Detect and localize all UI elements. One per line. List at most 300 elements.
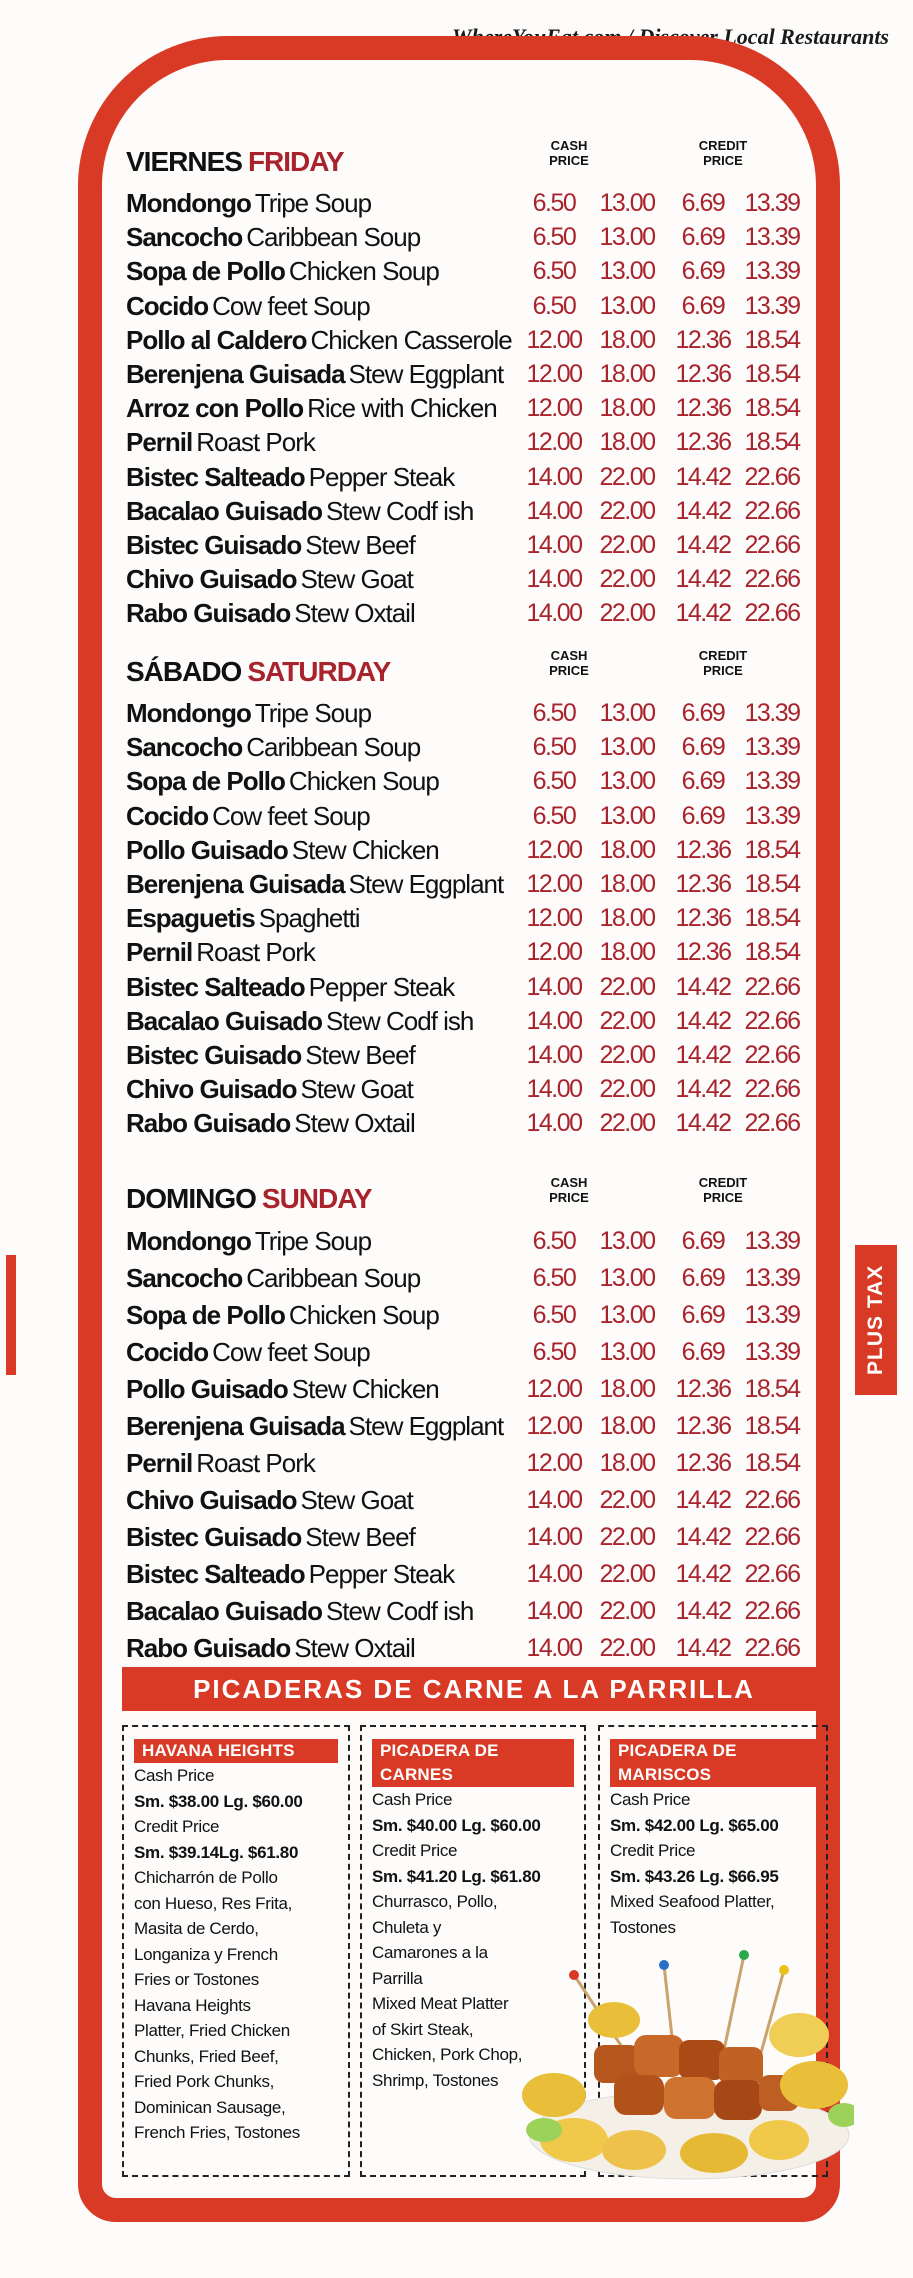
cash-large-price: 18.00 xyxy=(599,394,655,423)
item-name-es: Pernil xyxy=(126,427,193,458)
item-name-en: Caribbean Soup xyxy=(246,732,421,763)
credit-large-price: 13.39 xyxy=(744,733,800,762)
section-friday xyxy=(126,138,816,630)
credit-large-price: 13.39 xyxy=(744,257,800,286)
item-name-es: Sancocho xyxy=(126,222,243,253)
cash-prices: Sm. $40.00 Lg. $60.00 xyxy=(372,1815,541,1835)
credit-small-price: 14.42 xyxy=(675,462,731,491)
section-header xyxy=(126,1175,816,1223)
cash-large-price: 18.00 xyxy=(599,904,655,933)
cash-large-price: 22.00 xyxy=(599,565,655,594)
cash-small-price: 6.50 xyxy=(532,1264,576,1292)
item-name-en: Stew Beef xyxy=(305,529,415,560)
cash-large-price: 13.00 xyxy=(599,223,655,252)
cash-large-price: 22.00 xyxy=(599,462,655,491)
credit-small-price: 6.69 xyxy=(681,1264,725,1292)
menu-item-row xyxy=(126,1371,816,1408)
cash-large-price: 18.00 xyxy=(599,325,655,354)
item-name-es: Cocido xyxy=(126,800,209,831)
cash-small-price: 14.00 xyxy=(526,1523,582,1551)
cash-large-price: 18.00 xyxy=(599,835,655,864)
fried-meat-icon xyxy=(594,2035,799,2120)
item-name-en: Rice with Chicken xyxy=(307,393,497,424)
cash-prices: Sm. $38.00 Lg. $60.00 xyxy=(134,1791,303,1811)
item-name-es: Rabo Guisado xyxy=(126,1633,291,1663)
credit-small-price: 6.69 xyxy=(681,1338,725,1366)
cash-small-price: 6.50 xyxy=(532,257,576,286)
day-es: SÁBADO xyxy=(126,656,242,687)
cash-small-price: 14.00 xyxy=(526,1075,582,1104)
menu-item-row xyxy=(126,833,816,867)
day-en: SUNDAY xyxy=(261,1183,372,1214)
cash-small-price: 6.50 xyxy=(532,801,576,830)
credit-large-price: 22.66 xyxy=(744,496,800,525)
item-name-es: Bistec Salteado xyxy=(126,1559,305,1589)
item-name-en: Stew Beef xyxy=(305,1039,415,1070)
credit-small-price: 14.42 xyxy=(675,565,731,594)
menu-item-row xyxy=(126,494,816,528)
credit-small-price: 14.42 xyxy=(675,1109,731,1138)
cash-price-header: CASH PRICE xyxy=(549,1175,589,1205)
item-name-es: Berenjena Guisada xyxy=(126,868,345,899)
menu-item-row xyxy=(126,696,816,730)
cash-large-price: 22.00 xyxy=(599,530,655,559)
cash-small-price: 14.00 xyxy=(526,462,582,491)
menu-item-row xyxy=(126,323,816,357)
item-name-en: Chicken Soup xyxy=(288,766,439,797)
platter-description: Chicharrón de Pollo con Hueso, Res Frita, Masita de Cerdo, Longaniza y French Fries or Tostones Havana Heights Platter, Fried Chicken Chunks, Fried Beef, Fried Pork Chunks, Dominican Sausage, French Fries, Tostones xyxy=(134,1868,300,2142)
credit-small-price: 12.36 xyxy=(675,938,731,967)
item-name-en: Stew Eggplant xyxy=(348,868,504,899)
menu-item-row xyxy=(126,1445,816,1482)
credit-small-price: 12.36 xyxy=(675,394,731,423)
item-name-es: Cocido xyxy=(126,290,209,321)
item-name-es: Bistec Guisado xyxy=(126,1522,302,1552)
menu-item-row xyxy=(126,186,816,220)
credit-small-price: 12.36 xyxy=(675,1449,731,1477)
item-name-en: Pepper Steak xyxy=(308,461,455,492)
cash-small-price: 14.00 xyxy=(526,530,582,559)
credit-price-header: CREDIT PRICE xyxy=(698,648,748,678)
item-name-en: Pepper Steak xyxy=(308,971,455,1002)
item-name-es: Pollo Guisado xyxy=(126,1374,288,1404)
cash-large-price: 13.00 xyxy=(599,699,655,727)
credit-large-price: 22.66 xyxy=(744,530,800,559)
credit-large-price: 13.39 xyxy=(744,223,800,252)
item-name-es: Rabo Guisado xyxy=(126,1108,291,1139)
item-name-en: Pepper Steak xyxy=(308,1559,455,1589)
cash-label: Cash Price xyxy=(610,1790,691,1809)
cash-large-price: 13.00 xyxy=(599,1264,655,1292)
item-name-es: Bacalao Guisado xyxy=(126,1005,322,1036)
menu-item-row xyxy=(126,528,816,562)
cash-small-price: 14.00 xyxy=(526,972,582,1001)
credit-small-price: 6.69 xyxy=(681,223,725,252)
menu-item-row xyxy=(126,1223,816,1260)
item-name-en: Stew Beef xyxy=(305,1522,415,1552)
item-name-en: Cow feet Soup xyxy=(212,290,370,321)
credit-large-price: 22.66 xyxy=(744,1560,800,1588)
item-name-es: Chivo Guisado xyxy=(126,1485,297,1515)
item-name-en: Stew Codf ish xyxy=(325,1005,474,1036)
credit-large-price: 22.66 xyxy=(744,1040,800,1069)
credit-small-price: 14.42 xyxy=(675,1006,731,1035)
cash-large-price: 13.00 xyxy=(599,733,655,762)
credit-large-price: 18.54 xyxy=(744,428,800,457)
credit-large-price: 18.54 xyxy=(744,359,800,388)
section-header xyxy=(126,648,816,696)
credit-small-price: 6.69 xyxy=(681,291,725,320)
item-name-es: Sancocho xyxy=(126,732,243,763)
menu-item-row xyxy=(126,562,816,596)
cash-small-price: 12.00 xyxy=(526,904,582,933)
cash-large-price: 13.00 xyxy=(599,767,655,796)
cash-small-price: 14.00 xyxy=(526,1486,582,1514)
cash-small-price: 12.00 xyxy=(526,1412,582,1440)
cash-large-price: 18.00 xyxy=(599,1449,655,1477)
menu-item-row xyxy=(126,970,816,1004)
item-name-en: Cow feet Soup xyxy=(212,800,370,831)
credit-small-price: 14.42 xyxy=(675,1486,731,1514)
day-es: VIERNES xyxy=(126,146,242,177)
menu-item-row xyxy=(126,220,816,254)
credit-large-price: 13.39 xyxy=(744,1338,800,1366)
menu-item-row xyxy=(126,1408,816,1445)
menu-item-row xyxy=(126,596,816,630)
menu-item-row xyxy=(126,799,816,833)
platter-title: HAVANA HEIGHTS xyxy=(134,1739,338,1763)
credit-prices: Sm. $39.14Lg. $61.80 xyxy=(134,1842,299,1862)
cash-large-price: 13.00 xyxy=(599,801,655,830)
credit-prices: Sm. $43.26 Lg. $66.95 xyxy=(610,1866,779,1886)
item-name-es: Rabo Guisado xyxy=(126,598,291,629)
cash-large-price: 22.00 xyxy=(599,972,655,1001)
menu-item-row xyxy=(126,1297,816,1334)
day-en: SATURDAY xyxy=(247,656,391,687)
item-name-es: Bistec Guisado xyxy=(126,529,302,560)
menu-item-row xyxy=(126,1260,816,1297)
credit-large-price: 18.54 xyxy=(744,394,800,423)
menu-item-row xyxy=(126,1004,816,1038)
cash-small-price: 12.00 xyxy=(526,325,582,354)
menu-item-row xyxy=(126,730,816,764)
cash-large-price: 18.00 xyxy=(599,1412,655,1440)
credit-price-header: CREDIT PRICE xyxy=(698,138,748,168)
credit-large-price: 22.66 xyxy=(744,599,800,628)
cash-small-price: 6.50 xyxy=(532,1301,576,1329)
item-name-es: Pernil xyxy=(126,937,193,968)
menu-item-row xyxy=(126,289,816,323)
credit-large-price: 22.66 xyxy=(744,1597,800,1625)
credit-small-price: 12.36 xyxy=(675,428,731,457)
menu-item-row xyxy=(126,935,816,969)
cash-label: Cash Price xyxy=(372,1790,453,1809)
menu-item-row xyxy=(126,357,816,391)
credit-large-price: 22.66 xyxy=(744,1075,800,1104)
food-platter-image xyxy=(514,1935,854,2185)
credit-small-price: 14.42 xyxy=(675,1634,731,1662)
cash-large-price: 18.00 xyxy=(599,869,655,898)
credit-small-price: 6.69 xyxy=(681,1227,725,1255)
credit-large-price: 18.54 xyxy=(744,869,800,898)
credit-small-price: 12.36 xyxy=(675,904,731,933)
credit-small-price: 6.69 xyxy=(681,733,725,762)
credit-label: Credit Price xyxy=(372,1841,458,1860)
item-name-es: Berenjena Guisada xyxy=(126,358,345,389)
item-name-en: Stew Chicken xyxy=(291,834,439,865)
item-name-es: Mondongo xyxy=(126,698,251,728)
credit-large-price: 22.66 xyxy=(744,1523,800,1551)
item-name-en: Tripe Soup xyxy=(254,1226,372,1256)
credit-price-header: CREDIT PRICE xyxy=(698,1175,748,1205)
credit-large-price: 22.66 xyxy=(744,972,800,1001)
credit-small-price: 6.69 xyxy=(681,699,725,727)
item-name-es: Sancocho xyxy=(126,1263,243,1293)
credit-small-price: 14.42 xyxy=(675,530,731,559)
item-name-en: Stew Goat xyxy=(300,1485,413,1515)
credit-large-price: 22.66 xyxy=(744,462,800,491)
credit-small-price: 14.42 xyxy=(675,1523,731,1551)
item-name-en: Tripe Soup xyxy=(254,188,372,218)
menu-item-row xyxy=(126,901,816,935)
credit-label: Credit Price xyxy=(134,1817,220,1836)
item-name-es: Bacalao Guisado xyxy=(126,1596,322,1626)
cash-small-price: 6.50 xyxy=(532,699,576,727)
menu-item-row xyxy=(126,254,816,288)
cash-small-price: 14.00 xyxy=(526,496,582,525)
credit-small-price: 12.36 xyxy=(675,359,731,388)
platter-box-havana-heights xyxy=(122,1725,350,2177)
credit-large-price: 13.39 xyxy=(744,801,800,830)
section-saturday xyxy=(126,648,816,1140)
item-name-en: Roast Pork xyxy=(196,427,315,458)
item-name-es: Bistec Salteado xyxy=(126,461,305,492)
item-name-en: Chicken Casserole xyxy=(310,324,512,355)
item-name-es: Mondongo xyxy=(126,188,251,218)
menu-item-row xyxy=(126,867,816,901)
item-name-es: Mondongo xyxy=(126,1226,251,1256)
item-name-es: Espaguetis xyxy=(126,903,255,934)
section-header xyxy=(126,138,816,186)
credit-small-price: 6.69 xyxy=(681,767,725,796)
cash-large-price: 18.00 xyxy=(599,428,655,457)
credit-small-price: 14.42 xyxy=(675,1560,731,1588)
item-name-en: Stew Goat xyxy=(300,1074,413,1105)
item-name-en: Stew Eggplant xyxy=(348,358,504,389)
cash-large-price: 18.00 xyxy=(599,938,655,967)
item-name-en: Caribbean Soup xyxy=(246,222,421,253)
cash-small-price: 12.00 xyxy=(526,394,582,423)
cash-large-price: 22.00 xyxy=(599,1109,655,1138)
item-name-en: Caribbean Soup xyxy=(246,1263,421,1293)
menu-item-row xyxy=(126,1519,816,1556)
credit-small-price: 12.36 xyxy=(675,869,731,898)
credit-prices: Sm. $41.20 Lg. $61.80 xyxy=(372,1866,541,1886)
credit-large-price: 13.39 xyxy=(744,1301,800,1329)
item-name-en: Stew Goat xyxy=(300,564,413,595)
cash-small-price: 14.00 xyxy=(526,599,582,628)
item-name-en: Cow feet Soup xyxy=(212,1337,370,1367)
menu-rows xyxy=(126,186,816,630)
credit-large-price: 22.66 xyxy=(744,1006,800,1035)
item-name-es: Bistec Guisado xyxy=(126,1039,302,1070)
section-title xyxy=(126,656,390,688)
credit-large-price: 13.39 xyxy=(744,1227,800,1255)
menu-item-row xyxy=(126,1630,816,1667)
day-es: DOMINGO xyxy=(126,1183,256,1214)
credit-large-price: 13.39 xyxy=(744,767,800,796)
credit-small-price: 6.69 xyxy=(681,801,725,830)
menu-item-row xyxy=(126,764,816,798)
credit-small-price: 14.42 xyxy=(675,1597,731,1625)
credit-small-price: 6.69 xyxy=(681,189,725,217)
item-name-es: Sopa de Pollo xyxy=(126,1300,285,1330)
menu-rows xyxy=(126,696,816,1140)
item-name-en: Spaghetti xyxy=(258,903,360,934)
credit-large-price: 18.54 xyxy=(744,835,800,864)
menu-item-row xyxy=(126,391,816,425)
menu-item-row xyxy=(126,1038,816,1072)
cash-large-price: 13.00 xyxy=(599,1227,655,1255)
cash-large-price: 13.00 xyxy=(599,1301,655,1329)
credit-small-price: 12.36 xyxy=(675,1375,731,1403)
watermark-text: WhereYouEat.com / Discover Local Restaurants xyxy=(452,24,889,49)
item-name-en: Roast Pork xyxy=(196,937,315,968)
item-name-es: Cocido xyxy=(126,1337,209,1367)
credit-small-price: 6.69 xyxy=(681,257,725,286)
item-name-es: Berenjena Guisada xyxy=(126,1411,345,1441)
item-name-es: Pollo al Caldero xyxy=(126,324,307,355)
credit-large-price: 18.54 xyxy=(744,1449,800,1477)
cash-small-price: 14.00 xyxy=(526,1006,582,1035)
item-name-en: Stew Oxtail xyxy=(294,1633,415,1663)
credit-small-price: 14.42 xyxy=(675,496,731,525)
credit-small-price: 12.36 xyxy=(675,325,731,354)
cash-small-price: 12.00 xyxy=(526,869,582,898)
item-name-en: Stew Codf ish xyxy=(325,1596,474,1626)
menu-item-row xyxy=(126,425,816,459)
item-name-en: Roast Pork xyxy=(196,1448,315,1478)
menu-rows xyxy=(126,1223,816,1667)
platter-description: Churrasco, Pollo, Chuleta y Camarones a la Parrilla Mixed Meat Platter of Skirt Steak, Chicken, Pork Chop, Shrimp, Tostones xyxy=(372,1892,523,2090)
cash-price-header: CASH PRICE xyxy=(549,138,589,168)
item-name-en: Chicken Soup xyxy=(288,256,439,287)
menu-item-row xyxy=(126,1106,816,1140)
credit-large-price: 18.54 xyxy=(744,904,800,933)
credit-large-price: 22.66 xyxy=(744,1486,800,1514)
cash-small-price: 12.00 xyxy=(526,428,582,457)
cash-large-price: 22.00 xyxy=(599,1006,655,1035)
cash-large-price: 22.00 xyxy=(599,1486,655,1514)
item-name-en: Stew Chicken xyxy=(291,1374,439,1404)
platter-description: Mixed Seafood Platter, Tostones xyxy=(610,1892,775,1937)
cash-small-price: 6.50 xyxy=(532,1227,576,1255)
cash-large-price: 22.00 xyxy=(599,1560,655,1588)
menu-item-row xyxy=(126,460,816,494)
cash-small-price: 14.00 xyxy=(526,1109,582,1138)
cash-small-price: 6.50 xyxy=(532,189,576,217)
platter-title: PICADERA DE MARISCOS xyxy=(610,1739,816,1787)
section-title xyxy=(126,1183,372,1215)
menu-item-row xyxy=(126,1482,816,1519)
cash-small-price: 6.50 xyxy=(532,223,576,252)
credit-small-price: 14.42 xyxy=(675,1040,731,1069)
fold-marker xyxy=(6,1255,16,1375)
item-name-en: Stew Oxtail xyxy=(294,598,415,629)
credit-small-price: 14.42 xyxy=(675,1075,731,1104)
item-name-es: Arroz con Pollo xyxy=(126,393,304,424)
credit-large-price: 13.39 xyxy=(744,291,800,320)
menu-item-row xyxy=(126,1593,816,1630)
menu-item-row xyxy=(126,1556,816,1593)
cash-large-price: 22.00 xyxy=(599,496,655,525)
credit-large-price: 18.54 xyxy=(744,1412,800,1440)
plus-tax-tab: PLUS TAX xyxy=(855,1245,897,1395)
cash-small-price: 6.50 xyxy=(532,767,576,796)
cash-large-price: 18.00 xyxy=(599,1375,655,1403)
cash-small-price: 14.00 xyxy=(526,1634,582,1662)
item-name-es: Chivo Guisado xyxy=(126,564,297,595)
cash-large-price: 22.00 xyxy=(599,1634,655,1662)
item-name-en: Stew Eggplant xyxy=(348,1411,504,1441)
item-name-es: Bacalao Guisado xyxy=(126,495,322,526)
cash-small-price: 12.00 xyxy=(526,835,582,864)
credit-label: Credit Price xyxy=(610,1841,696,1860)
cash-small-price: 12.00 xyxy=(526,359,582,388)
item-name-en: Stew Oxtail xyxy=(294,1108,415,1139)
platter-title: PICADERA DE CARNES xyxy=(372,1739,574,1787)
cash-large-price: 13.00 xyxy=(599,1338,655,1366)
credit-large-price: 18.54 xyxy=(744,1375,800,1403)
credit-small-price: 14.42 xyxy=(675,599,731,628)
parrilla-banner: PICADERAS DE CARNE A LA PARRILLA xyxy=(122,1667,826,1711)
cash-price-header: CASH PRICE xyxy=(549,648,589,678)
credit-large-price: 18.54 xyxy=(744,938,800,967)
credit-small-price: 12.36 xyxy=(675,1412,731,1440)
cash-small-price: 12.00 xyxy=(526,1449,582,1477)
cash-large-price: 22.00 xyxy=(599,1597,655,1625)
cash-large-price: 13.00 xyxy=(599,257,655,286)
cash-large-price: 22.00 xyxy=(599,1523,655,1551)
credit-small-price: 14.42 xyxy=(675,972,731,1001)
cash-small-price: 14.00 xyxy=(526,1560,582,1588)
cash-small-price: 12.00 xyxy=(526,938,582,967)
credit-small-price: 6.69 xyxy=(681,1301,725,1329)
cash-small-price: 12.00 xyxy=(526,1375,582,1403)
item-name-es: Sopa de Pollo xyxy=(126,256,285,287)
credit-large-price: 13.39 xyxy=(744,1264,800,1292)
item-name-es: Pollo Guisado xyxy=(126,834,288,865)
credit-large-price: 22.66 xyxy=(744,565,800,594)
credit-large-price: 13.39 xyxy=(744,189,800,217)
item-name-es: Sopa de Pollo xyxy=(126,766,285,797)
cash-small-price: 14.00 xyxy=(526,1040,582,1069)
cash-large-price: 18.00 xyxy=(599,359,655,388)
cash-small-price: 6.50 xyxy=(532,1338,576,1366)
credit-large-price: 22.66 xyxy=(744,1634,800,1662)
cash-large-price: 22.00 xyxy=(599,599,655,628)
cash-prices: Sm. $42.00 Lg. $65.00 xyxy=(610,1815,779,1835)
menu-item-row xyxy=(126,1072,816,1106)
cash-large-price: 13.00 xyxy=(599,189,655,217)
section-sunday xyxy=(126,1175,816,1667)
credit-small-price: 12.36 xyxy=(675,835,731,864)
menu-item-row xyxy=(126,1334,816,1371)
cash-label: Cash Price xyxy=(134,1766,215,1785)
cash-small-price: 14.00 xyxy=(526,1597,582,1625)
item-name-en: Stew Codf ish xyxy=(325,495,474,526)
item-name-es: Chivo Guisado xyxy=(126,1074,297,1105)
